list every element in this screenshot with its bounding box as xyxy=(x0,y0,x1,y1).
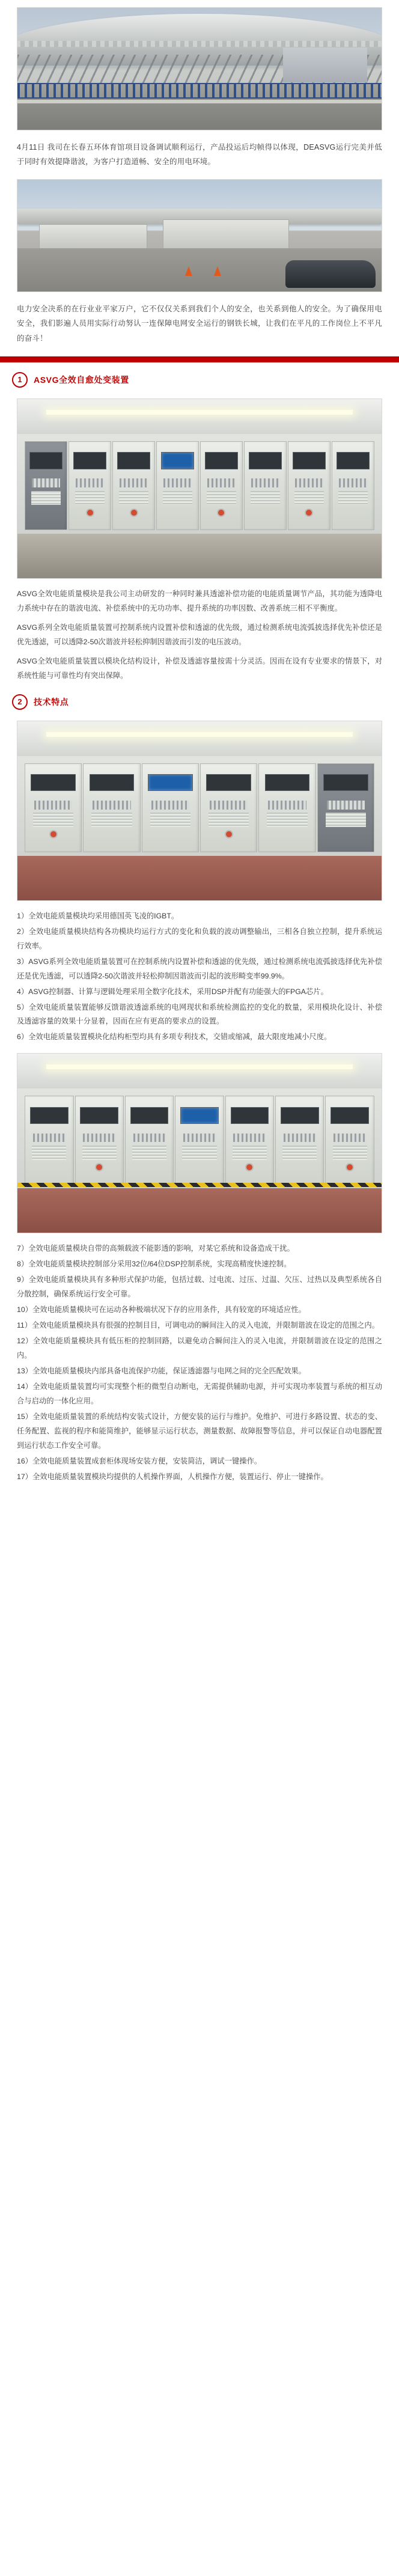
cabinet-unit xyxy=(325,1096,374,1185)
cabinet-unit xyxy=(317,763,374,852)
warning-tape-shape xyxy=(17,1183,382,1187)
ceiling-shape xyxy=(17,721,382,756)
floor-shape xyxy=(17,1188,382,1233)
cabinet-unit xyxy=(75,1096,124,1185)
stadium-exterior-photo xyxy=(17,7,382,130)
traffic-cone-shape xyxy=(214,266,221,276)
switchgear-room-photo-2 xyxy=(17,721,382,901)
tech-item: 16）全效电能质量装置成套柜体现场安装方便，安装简洁，调试一键操作。 xyxy=(17,1456,262,1465)
blue-fence-shape xyxy=(17,83,382,99)
cabinet-row xyxy=(25,441,374,530)
tech-item: 1）全效电能质量模块均采用德国英飞凌的IGBT。 xyxy=(17,911,179,920)
cabinet-unit xyxy=(200,441,243,530)
cabinet-unit xyxy=(275,1096,324,1185)
tech-item: 9）全效电能质量模块具有多种形式保护功能，包括过载、过电流、过压、过温、欠压、过热以及典型系统各自分散控制，确保系统运行安全可靠。 xyxy=(17,1275,382,1299)
section-heading-2 xyxy=(0,685,399,713)
photo-block-2 xyxy=(0,172,399,295)
cabinet-unit xyxy=(69,441,111,530)
cabinet-unit xyxy=(332,441,374,530)
section-number-badge: 2 xyxy=(12,694,28,710)
floor-shape xyxy=(17,856,382,900)
red-divider-band xyxy=(0,356,399,362)
cabinet-unit-hmi xyxy=(142,763,199,852)
cabinet-unit xyxy=(112,441,155,530)
cabinet-unit xyxy=(25,763,82,852)
tech-item: 6）全效电能质量装置模块化结构柜型均具有多项专利技术，交错或缩减，最大限度地减小尺度。 xyxy=(17,1033,332,1042)
tech-item: 11）全效电能质量模块具有很强的控制目目，可调电动的瞬间注入的灵入电流，并限制谐波在设定的范围之内。 xyxy=(17,1321,380,1330)
ceiling-shape xyxy=(17,399,382,434)
floor-shape xyxy=(17,534,382,578)
room-scene xyxy=(17,1054,382,1233)
tech-item: 14）全效电能质量装置均可实现整个柜的微型自动断电，无需提供辅助电源，并可实现功率装置与系统的相互动合与启动的一体化应用。 xyxy=(17,1382,382,1406)
switchgear-room-photo-3 xyxy=(17,1053,382,1233)
tech-item: 3）ASVG系列全效电能质量装置可在控制系统内设置补偿和透滤的优先级，通过检测系统电流弧披选择优先补偿还是优先透滤，可以透降2-50次谐波并轻松抑制因谐波而引起的波形畸变率99.9%。 xyxy=(17,957,382,980)
section-title: 技术特点 xyxy=(34,697,69,707)
section-1-body xyxy=(0,581,399,683)
tech-item: 7）全效电能质量模块自带的高频载波不能影透的影响，对某它系统和设备造成干扰。 xyxy=(17,1244,294,1253)
tech-item: 13）全效电能质量模块内部具备电流保护功能，保证透滤器与电网之间的完全匹配效果。 xyxy=(17,1367,306,1376)
tech-item: 10）全效电能质量模块可在运动各种极端状况下存的应用条件，具有较宽的环境适应性。 xyxy=(17,1305,306,1314)
photo-block-3 xyxy=(0,391,399,581)
intro-paragraph-1: 4月11日 我司在长春五环体育馆项目设备调试顺利运行，产品投运后均帧得以体现，DEASVG运行完美并低于同时有效提降谐波，为客户打造道畅、安全的用电环境。 xyxy=(17,143,382,166)
cabinet-unit xyxy=(225,1096,274,1185)
tech-item: 15）全效电能质量装置的系统结构安装式设计，方便安装的运行与维护。免维护、可进行多路设置、状态的变、任务配置、监视的程序和能简维护，能够显示运行状态，测量数据、故障报警等信息，并可以保证自动电器配置到运行状态工作安全可靠。 xyxy=(17,1412,382,1450)
tech-item: 5）全效电能质量装置能够反馈谐波透滤系统的电网现状和系统检测监控的变化的数量，采用模块化设计、补偿及透滤容量的效果十分显着，因而在应有更高的要求点的设置。 xyxy=(17,1003,382,1026)
tech-item: 2）全效电能质量模块结构各功模块均运行方式的变化和负载的波动调整输出，三相各自独立控制，提升系统运行效率。 xyxy=(17,927,382,950)
photo-block-4 xyxy=(0,713,399,903)
cabinet-row xyxy=(25,1096,374,1185)
section-1-paragraph-3: ASVG全效电能质量装置以模块化结构设计，补偿及透滤容量按需十分灵活。因而在设有专业要求的情景下，对系统性能与可靠性均有突出保障。 xyxy=(17,656,382,680)
room-scene xyxy=(17,721,382,900)
cabinet-unit xyxy=(244,441,287,530)
cabinet-unit xyxy=(200,763,257,852)
substation-yard-photo xyxy=(17,179,382,292)
tech-item: 12）全效电能质量模块具有低压柜的控制回路，以避免动合瞬间注入的灵入电流，并限制谐波在设定的范围之内。 xyxy=(17,1337,382,1360)
car-shape xyxy=(285,260,376,288)
room-scene xyxy=(17,399,382,578)
photo-block-5 xyxy=(0,1046,399,1236)
section-2-body-a xyxy=(0,903,399,1045)
section-title: ASVG全效自愈处变装置 xyxy=(34,374,129,385)
cabinet-row xyxy=(25,763,374,852)
cabinet-unit xyxy=(25,441,67,530)
section-1-paragraph-2: ASVG系列全效电能质量装置可控制系统内设置补偿和透滤的优先级，通过检测系统电流弧披选择优先补偿还是优先透滤，可以透降2-50次谐波并轻松抑制因谐波而引发的电压波动。 xyxy=(17,623,382,646)
intro-paragraph-2: 电力安全决系的在行业业平家万户，它不仅仅关系到我们个人的安全，也关系到他人的安全。为了确保用电安全，我们影遍人员用实际行动努认一连保障电网安全运行的钢铁长城，让我们在平凡的工作岗位上不平凡的奋斗！ xyxy=(17,304,382,343)
section-1-paragraph-1: ASVG全效电能质量模块是我公司主动研发的一种同时兼具透滤补偿功能的电能质量调节产品，其功能为透降电力系统中存在的谐波电流、补偿系统中的无功功率、提升系统的功率因数、改善系统三相不平衡度。 xyxy=(17,589,382,612)
section-heading-1 xyxy=(0,362,399,391)
photo-block-1 xyxy=(0,0,399,133)
traffic-cone-shape xyxy=(185,266,192,276)
section-number-badge: 1 xyxy=(12,372,28,388)
tech-item: 4）ASVG控制器、计算与逻辑处理采用全数字化技术，采用DSP并配有功能强大的FPGA芯片。 xyxy=(17,987,328,996)
tech-item: 17）全效电能质量装置模块均提供的人机操作界面，人机操作方便，装置运行、停止一键操作。 xyxy=(17,1472,328,1481)
cabinet-unit xyxy=(25,1096,73,1185)
kerb-shape xyxy=(17,100,382,103)
tech-item: 8）全效电能质量模块控制部分采用32位/64位DSP控制系统，实现高精度快速控制。 xyxy=(17,1260,291,1269)
switchgear-room-photo-1 xyxy=(17,398,382,579)
cabinet-unit xyxy=(258,763,315,852)
cabinet-unit-hmi xyxy=(156,441,199,530)
cabinet-unit xyxy=(288,441,330,530)
section-2-body-b xyxy=(0,1236,399,1485)
side-building-shape xyxy=(283,47,367,82)
cabinet-unit xyxy=(83,763,140,852)
ceiling-shape xyxy=(17,1054,382,1088)
cabinet-unit xyxy=(125,1096,174,1185)
cabinet-unit-hmi xyxy=(175,1096,224,1185)
